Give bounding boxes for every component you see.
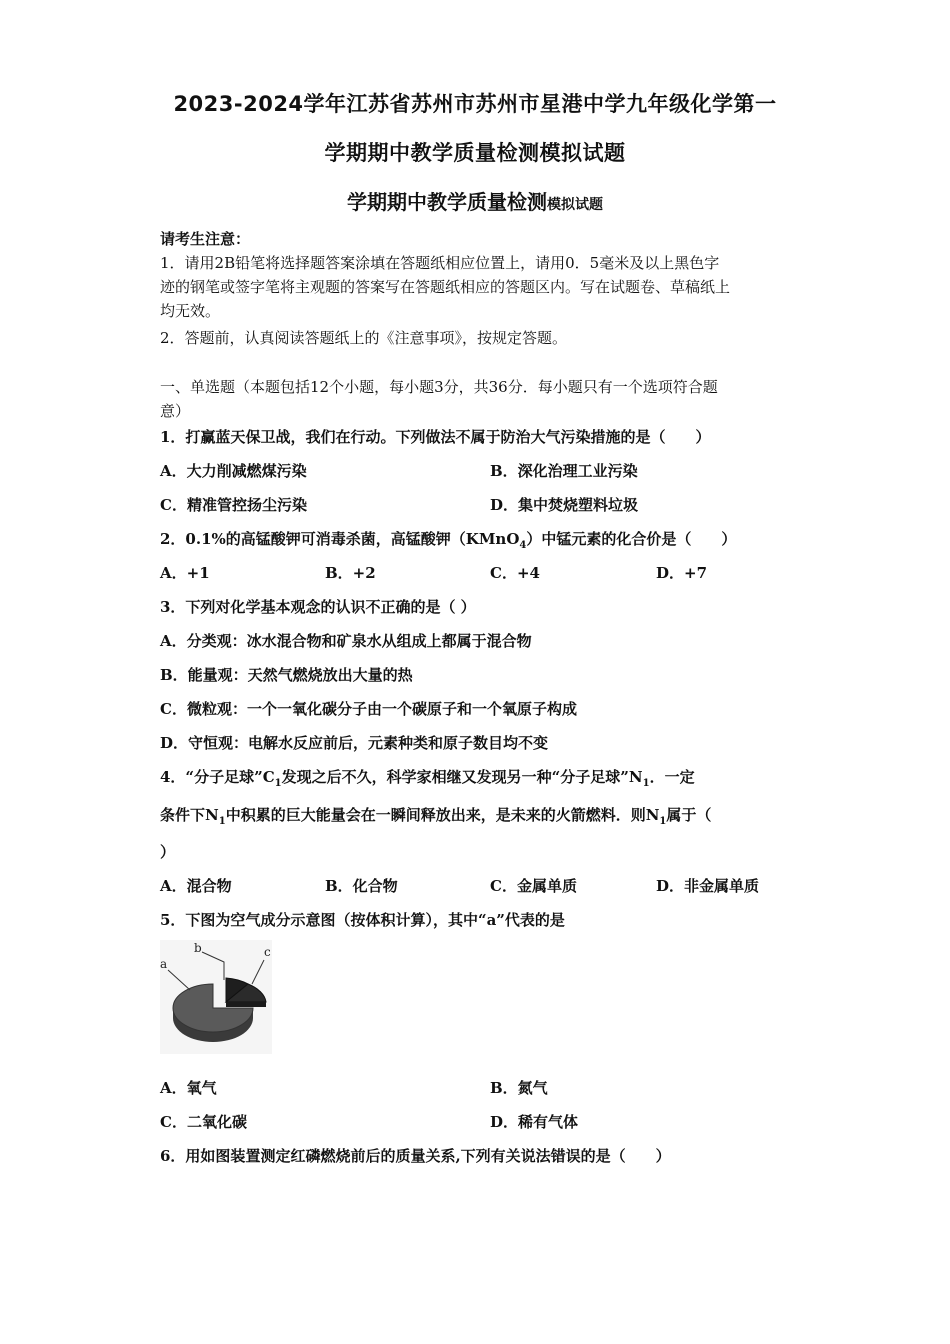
leader-line-c <box>252 960 264 984</box>
q2-option-b: B．+2 <box>325 564 376 582</box>
q5-stem: 5．下图为空气成分示意图（按体积计算），其中“a”代表的是 <box>160 911 565 929</box>
subtitle-main: 学期期中教学质量检测 <box>347 190 547 214</box>
q2-stem-b: ）中锰元素的化合价是（ ） <box>526 530 737 548</box>
q1-option-a: A．大力削减燃煤污染 <box>160 462 307 480</box>
q4-stem-line2 <box>160 804 711 827</box>
notice-item1-line3: 均无效。 <box>160 302 221 320</box>
q4-option-c: C．金属单质 <box>490 877 577 895</box>
section-heading-line2: 意） <box>160 402 191 420</box>
q4-l1-a: 4．“分子足球”C <box>160 768 275 786</box>
subtitle-small: 模拟试题 <box>547 197 603 213</box>
chart-label-c: c <box>264 945 271 959</box>
q4-l2-a: 条件下N <box>160 806 219 824</box>
q4-l1-c: ．一定 <box>649 768 695 786</box>
q2-option-d: D．+7 <box>656 564 708 582</box>
q4-l2-b: 中积累的巨大能量会在一瞬间释放出来，是未来的火箭燃料．则N <box>225 806 660 824</box>
q4-l1-sub1: 1 <box>274 778 282 789</box>
notice-item2: 2．答题前，认真阅读答题纸上的《注意事项》，按规定答题。 <box>160 329 568 347</box>
notice-item1-line1: 1．请用2B铅笔将选择题答案涂填在答题纸相应位置上，请用0．5毫米及以上黑色字 <box>160 254 720 272</box>
q2-stem <box>160 528 736 551</box>
q4-option-b: B．化合物 <box>325 877 398 895</box>
q3-option-b: B．能量观：天然气燃烧放出大量的热 <box>160 666 413 684</box>
q3-option-a: A．分类观：冰水混合物和矿泉水从组成上都属于混合物 <box>160 632 532 650</box>
leader-line-b <box>202 952 224 980</box>
pie-slice-bc-side <box>226 1002 266 1007</box>
exam-title-line1: 2023-2024学年江苏省苏州市苏州市星港中学九年级化学第一 <box>173 92 777 116</box>
section-heading-line1: 一、单选题（本题包括12个小题，每小题3分，共36分．每小题只有一个选项符合题 <box>160 378 718 396</box>
leader-line-a <box>168 970 190 990</box>
q2-option-a: A．+1 <box>160 564 210 582</box>
q3-option-d: D．守恒观：电解水反应前后，元素种类和原子数目均不变 <box>160 734 549 752</box>
q4-option-d: D．非金属单质 <box>656 877 760 895</box>
q1-stem: 1．打赢蓝天保卫战，我们在行动。下列做法不属于防治大气污染措施的是（ ） <box>160 428 711 446</box>
q5-option-a: A．氧气 <box>160 1079 217 1097</box>
q4-l2-sub2: 1 <box>659 816 667 827</box>
q1-option-c: C．精准管控扬尘污染 <box>160 496 307 514</box>
chart-label-a: a <box>160 957 168 971</box>
notice-item1-line2: 迹的钢笔或签字笔将主观题的答案写在答题纸相应的答题区内。写在试题卷、草稿纸上 <box>160 278 731 296</box>
q4-stem-line3: ） <box>160 843 176 861</box>
air-composition-pie-chart <box>160 940 272 1054</box>
q4-l2-sub1: 1 <box>218 816 226 827</box>
q2-stem-a: 2．0.1%的高锰酸钾可消毒杀菌，高锰酸钾（KMnO <box>160 530 520 548</box>
chart-label-b: b <box>194 941 202 955</box>
notice-heading: 请考生注意： <box>160 230 251 248</box>
q1-option-d: D．集中焚烧塑料垃圾 <box>490 496 639 514</box>
q5-option-b: B．氮气 <box>490 1079 548 1097</box>
q3-stem: 3．下列对化学基本观念的认识不正确的是（ ） <box>160 598 476 616</box>
q5-option-d: D．稀有气体 <box>490 1113 579 1131</box>
q4-l1-b: 发现之后不久，科学家相继又发现另一种“分子足球”N <box>281 768 643 786</box>
q4-l1-sub2: 1 <box>642 778 650 789</box>
q1-option-b: B．深化治理工业污染 <box>490 462 638 480</box>
q4-option-a: A．混合物 <box>160 877 232 895</box>
q2-stem-subscript: 4 <box>519 540 527 551</box>
q3-option-c: C．微粒观：一个一氧化碳分子由一个碳原子和一个氧原子构成 <box>160 700 577 718</box>
q4-l2-c: 属于（ <box>666 806 712 824</box>
exam-title-line2: 学期期中教学质量检测模拟试题 <box>324 141 626 165</box>
q4-stem-line1 <box>160 766 695 789</box>
exam-subtitle <box>0 186 950 215</box>
q5-option-c: C．二氧化碳 <box>160 1113 247 1131</box>
q6-stem: 6．用如图装置测定红磷燃烧前后的质量关系,下列有关说法错误的是（ ） <box>160 1147 671 1165</box>
q2-option-c: C．+4 <box>490 564 540 582</box>
